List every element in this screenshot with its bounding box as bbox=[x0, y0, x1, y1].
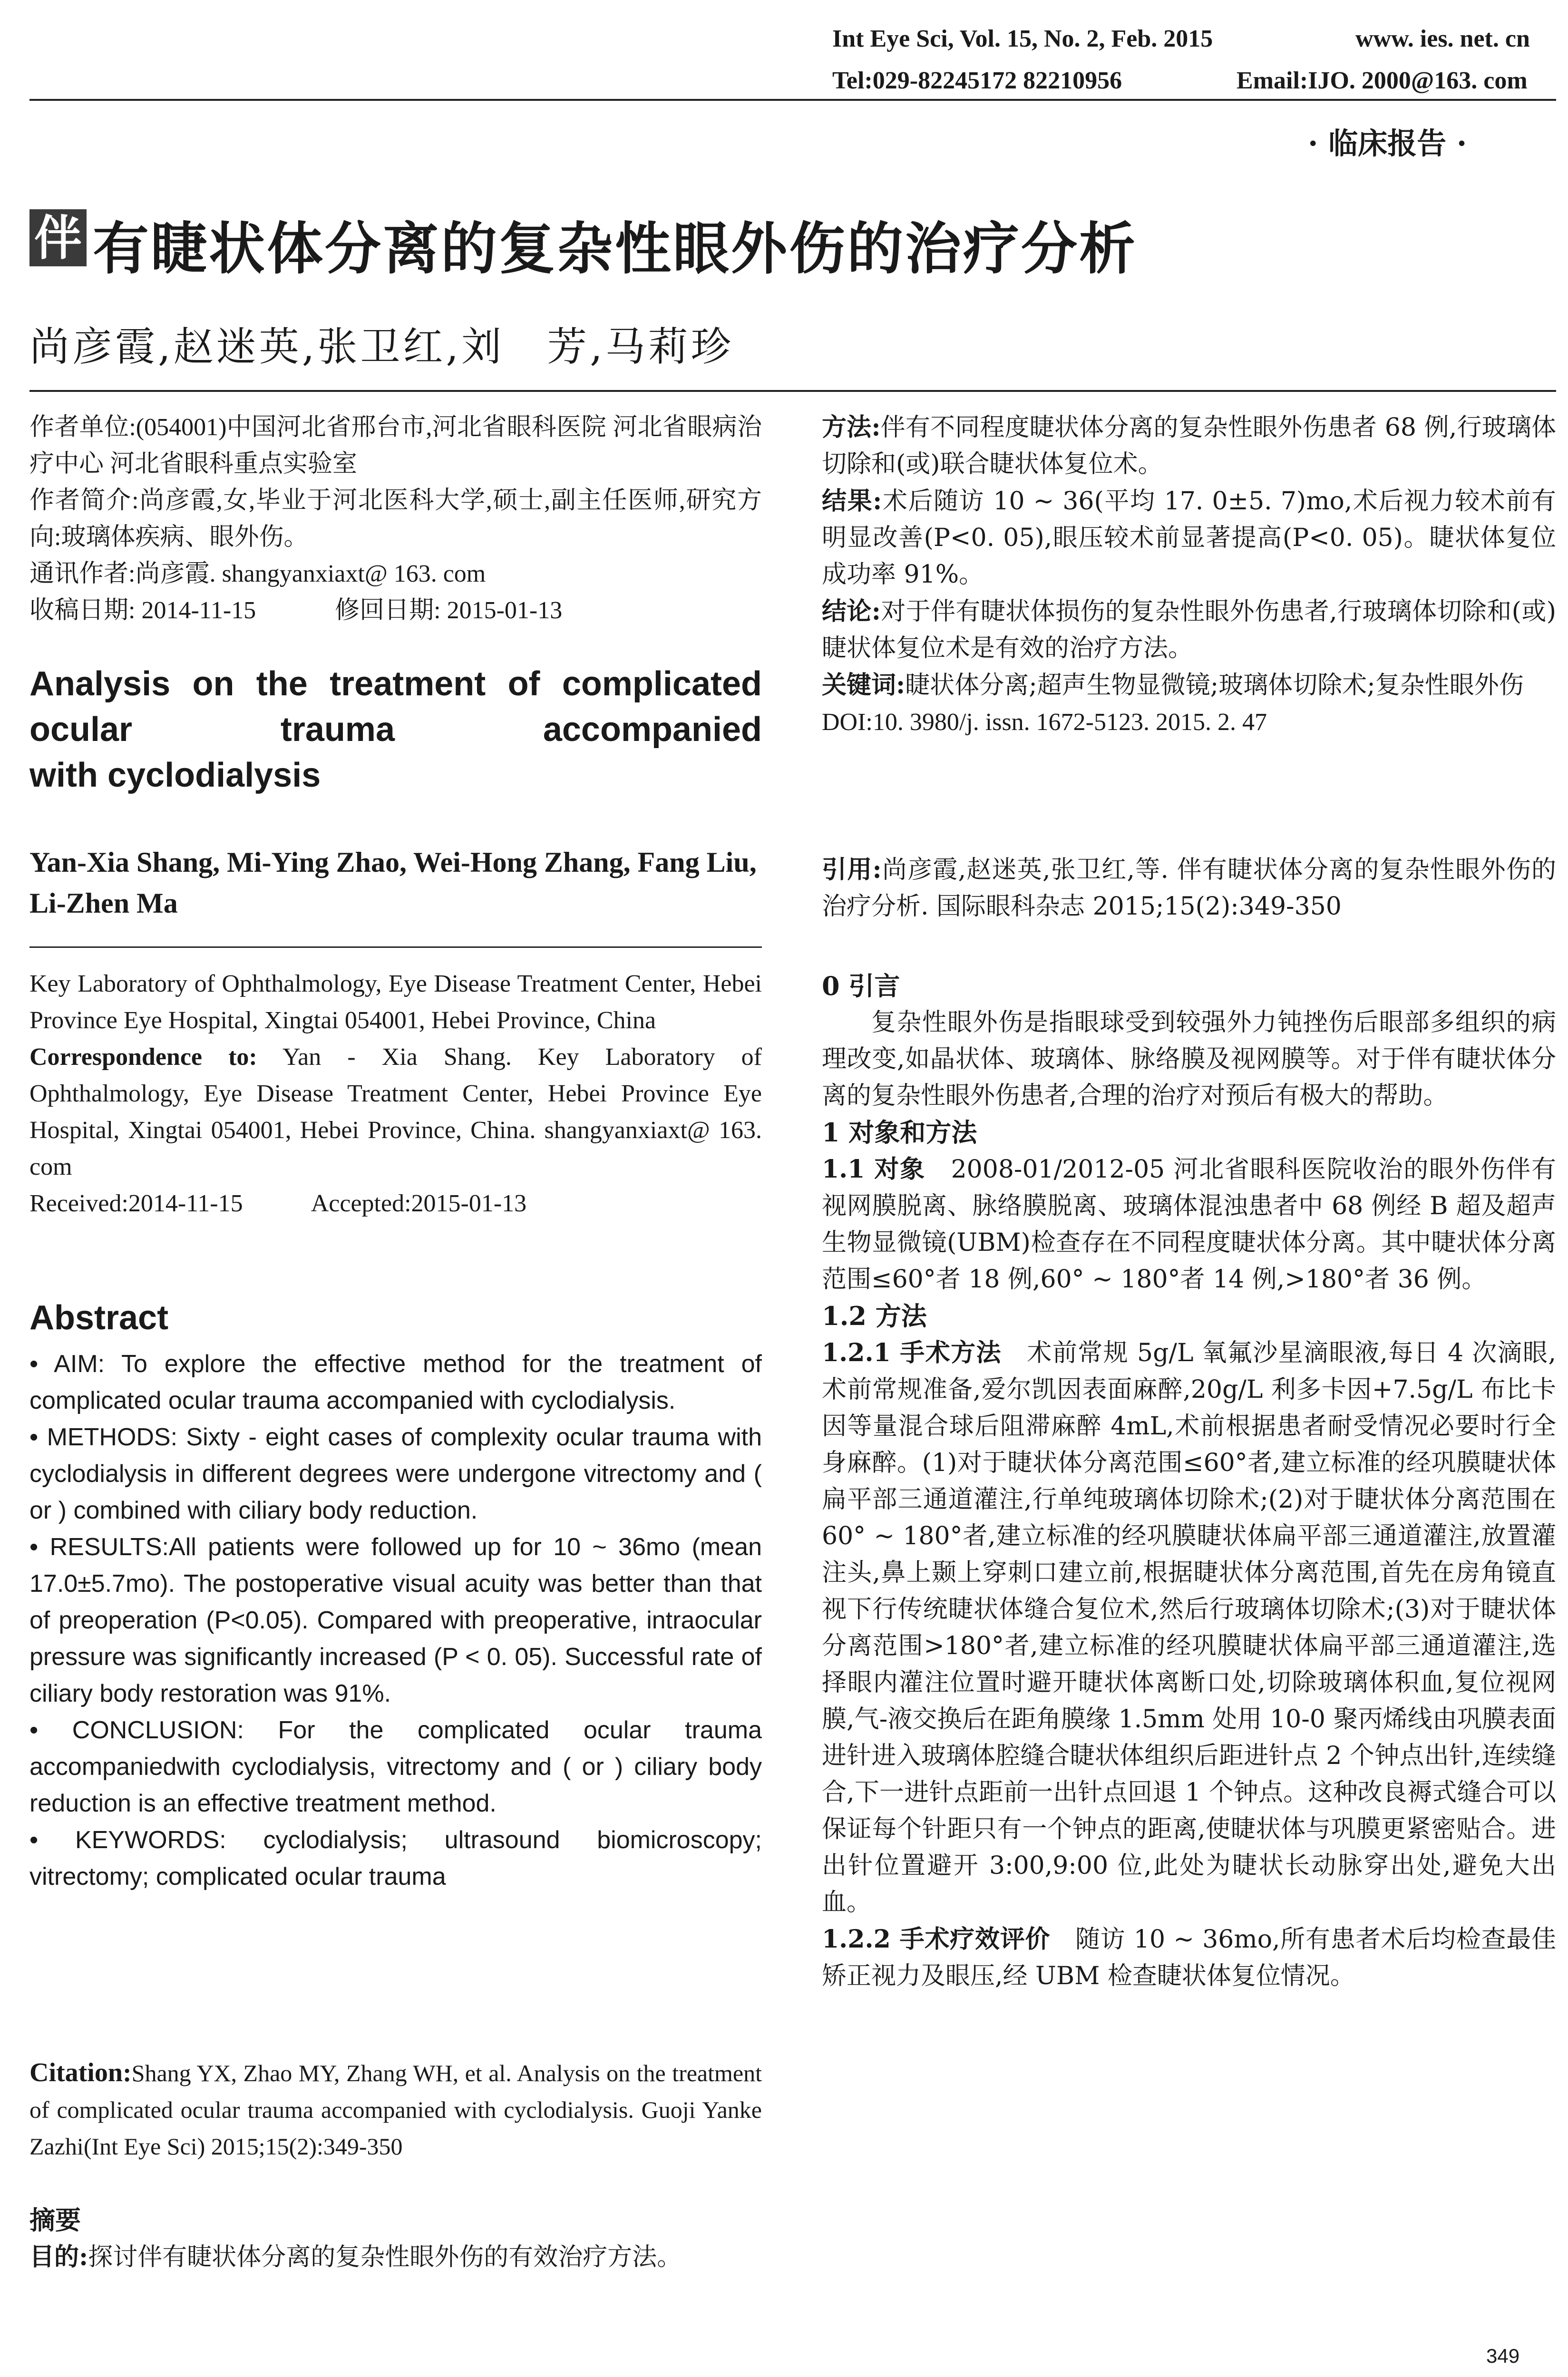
sec11-label: 1.1 对象 bbox=[822, 1155, 925, 1184]
received-date-cn: 收稿日期: 2014-11-15 bbox=[29, 597, 256, 624]
cn-purpose-text: 探讨伴有睫状体分离的复杂性眼外伤的有效治疗方法。 bbox=[88, 2243, 682, 2271]
cn-keywords bbox=[822, 667, 1556, 704]
correspondence bbox=[29, 1039, 762, 1185]
journal-tel: Tel:029-82245172 82210956 bbox=[832, 67, 1122, 94]
english-affiliation-block bbox=[29, 965, 762, 1222]
intro-heading: 0 引言 bbox=[822, 971, 900, 1001]
cn-cite-text: 尚彦霞,赵迷英,张卫红,等. 伴有睫状体分离的复杂性眼外伤的治疗分析. 国际眼科杂志 2015;15(2):349-350 bbox=[822, 856, 1556, 921]
cn-purpose-label: 目的: bbox=[29, 2242, 88, 2271]
sec1-heading: 1 对象和方法 bbox=[822, 1117, 977, 1148]
affiliation-unit: 作者单位:(054001)中国河北省邢台市,河北省眼科医院 河北省眼病治疗中心 河北省眼科重点实验室 bbox=[29, 414, 762, 477]
citation-text: Shang YX, Zhao MY, Zhang WH, et al. Analysis on the treatment of complicated ocular trauma accompanied with cyclodialysis. Guoji Yanke Zazhi(Int Eye Sci) 2015;15(2):349-350 bbox=[29, 2060, 762, 2160]
abstract-heading: Abstract bbox=[29, 1299, 169, 1337]
sec122-text: 随访 10 ~ 36mo,所有患者术后均检查最佳矫正视力及眼压,经 UBM 检查睫状体复位情况。 bbox=[822, 1925, 1557, 1990]
abstract-aim bbox=[29, 1346, 762, 1419]
header-rule bbox=[29, 99, 1556, 101]
english-title-line1: Analysis on the treatment of complicated bbox=[29, 665, 762, 703]
english-authors: Yan-Xia Shang, Mi-Ying Zhao, Wei-Hong Zhang, Fang Liu, Li-Zhen Ma bbox=[29, 847, 757, 919]
corresponding-author: 通讯作者:尚彦霞. shangyanxiaxt@ 163. com bbox=[29, 560, 486, 587]
english-title-line2: ocular trauma accompanied bbox=[29, 711, 762, 749]
cn-abstract-right bbox=[822, 409, 1556, 740]
sec121-label: 1.2.1 手术方法 bbox=[822, 1338, 1002, 1367]
english-affiliation: Key Laboratory of Ophthalmology, Eye Disease Treatment Center, Hebei Province Eye Hospital, Xingtai 054001, Hebei Province, China bbox=[29, 970, 762, 1034]
abstract-keywords bbox=[29, 1822, 762, 1895]
aim-text: To explore the effective method for the treatment of complicated ocular trauma accompanied with cyclodialysis. bbox=[29, 1350, 762, 1414]
english-authors-rule bbox=[29, 946, 762, 948]
cn-purpose bbox=[29, 2239, 762, 2276]
abstract-methods bbox=[29, 1419, 762, 1529]
cn-method bbox=[822, 409, 1556, 483]
authors-rule bbox=[29, 390, 1556, 392]
cn-conclusion bbox=[822, 593, 1556, 667]
contact-header bbox=[832, 67, 1528, 95]
english-title bbox=[29, 661, 762, 798]
sec122-paragraph bbox=[822, 1921, 1556, 1995]
page-number: 349 bbox=[1486, 2345, 1520, 2367]
article-body bbox=[822, 968, 1556, 1995]
author-bio: 作者简介:尚彦霞,女,毕业于河北医科大学,硕士,副主任医师,研究方向:玻璃体疾病、眼外伤。 bbox=[29, 487, 762, 551]
dates bbox=[29, 592, 762, 629]
sec122-label: 1.2.2 手术疗效评价 bbox=[822, 1925, 1051, 1954]
correspondence-text: Yan - Xia Shang. Key Laboratory of Ophthalmology, Eye Disease Treatment Center, Hebei Province Eye Hospital, Xingtai 054001, Hebei Province, China. shangyanxiaxt@ 163. com bbox=[29, 1043, 762, 1180]
authors-cn: 尚彦霞,赵迷英,张卫红,刘 芳,马莉珍 bbox=[29, 323, 734, 370]
results-text: All patients were followed up for 10 ~ 36mo (mean 17.0±5.7mo). The postoperative visual acuity was better than that of preoperation (P<0.05). Compared with preoperative, intraocular pressure was significantly increased (P < 0. 05). Successful rate of ciliary body restoration was 91%. bbox=[29, 1533, 762, 1707]
cn-method-label: 方法: bbox=[822, 413, 881, 442]
conclusion-text: For the complicated ocular trauma accompaniedwith cyclodialysis, vitrectomy and ( or ) ciliary body reduction is an effective treatment method. bbox=[29, 1716, 762, 1817]
page-title: 有睫状体分离的复杂性眼外伤的治疗分析 bbox=[93, 215, 1138, 282]
sec12-heading: 1.2 方法 bbox=[822, 1301, 927, 1331]
english-title-line3: with cyclodialysis bbox=[29, 756, 321, 794]
sec11-paragraph bbox=[822, 1151, 1556, 1298]
english-dates bbox=[29, 1185, 762, 1222]
results-label: • RESULTS: bbox=[29, 1533, 169, 1561]
intro-paragraph: 复杂性眼外伤是指眼球受到较强外力钝挫伤后眼部多组织的病理改变,如晶状体、玻璃体、脉络膜及视网膜等。对于伴有睫状体分离的复杂性眼外伤患者,合理的治疗对预后有极大的帮助。 bbox=[822, 1008, 1556, 1110]
conclusion-label: • CONCLUSION: bbox=[29, 1716, 244, 1744]
abstract-body bbox=[29, 1346, 762, 1895]
accepted-date: Accepted:2015-01-13 bbox=[311, 1190, 527, 1217]
sec11-text: 2008-01/2012-05 河北省眼科医院收治的眼外伤伴有视网膜脱离、脉络膜脱离、玻璃体混浊患者中 68 例经 B 超及超声生物显微镜(UBM)检查存在不同程度睫状体分离。其中睫状体分离范围≤60°者 18 例,60° ~ 180°者 14 例,>180°者 36 例。 bbox=[822, 1155, 1556, 1294]
cn-result-label: 结果: bbox=[822, 487, 882, 516]
citation-label: Citation: bbox=[29, 2058, 132, 2087]
title-first-char: 伴 bbox=[29, 209, 87, 266]
cn-keywords-text: 睫状体分离;超声生物显微镜;玻璃体切除术;复杂性眼外伤 bbox=[905, 671, 1524, 700]
doi[interactable]: DOI:10. 3980/j. issn. 1672-5123. 2015. 2. 47 bbox=[822, 709, 1267, 736]
cn-conclusion-label: 结论: bbox=[822, 597, 881, 626]
keywords-text: cyclodialysis; ultrasound biomicroscopy; vitrectomy; complicated ocular trauma bbox=[29, 1826, 762, 1890]
cn-abstract-heading: 摘要 bbox=[29, 2205, 81, 2235]
methods-text: Sixty - eight cases of complexity ocular trauma with cyclodialysis in different degrees were undergone vitrectomy and ( or ) combined with ciliary body reduction. bbox=[29, 1423, 762, 1524]
cn-keywords-label: 关键词: bbox=[822, 671, 906, 700]
cn-citation bbox=[822, 851, 1556, 925]
section-tag: · 临床报告 · bbox=[1308, 126, 1467, 161]
cn-abstract-left bbox=[29, 2202, 762, 2276]
cn-result bbox=[822, 483, 1556, 593]
keywords-label: • KEYWORDS: bbox=[29, 1826, 226, 1854]
cn-result-text: 术后随访 10 ~ 36(平均 17. 0±5. 7)mo,术后视力较术前有明显改善(P<0. 05),眼压较术前显著提高(P<0. 05)。睫状体复位成功率 91%。 bbox=[822, 487, 1556, 589]
sec121-text: 术前常规 5g/L 氧氟沙星滴眼液,每日 4 次滴眼,术前常规准备,爱尔凯因表面麻醉,20g/L 利多卡因+7.5g/L 布比卡因等量混合球后阻滞麻醉 4mL,术前根据患者耐受情况必要时行全身麻醉。(1)对于睫状体分离范围≤60°者,建立标准的经巩膜睫状体扁平部三通道灌注,行单纯玻璃体切除术;(2)对于睫状体分离范围在 60° ~ 180°者,建立标准的经巩膜睫状体扁平部三通道灌注,放置灌注头,鼻上颞上穿刺口建立前,根据睫状体分离范围,首先在房角镜直视下行传统睫状体缝合复位术,然后行玻璃体切除术;(3)对于睫状体分离范围>180°者,建立标准的经巩膜睫状体扁平部三通道灌注,选择眼内灌注位置时避开睫状体离断口处,切除玻璃体积血,复位视网膜,气-液交换后在距角膜缘 1.5mm 处用 10-0 聚丙烯线由巩膜表面进针进入玻璃体腔缝合睫状体组织后距进针点 2 个钟点出针,连续缝合,下一进针点距前一出针点回退 1 个钟点。这种改良褥式缝合可以保证每个针距只有一个钟点的距离,使睫状体与巩膜更紧密贴合。进出针位置避开 3:00,9:00 位,此处为睫状长动脉穿出处,避免大出血。 bbox=[822, 1339, 1556, 1917]
affiliation-block bbox=[29, 409, 762, 629]
journal-url[interactable]: www. ies. net. cn bbox=[1355, 25, 1530, 52]
sec121-paragraph bbox=[822, 1335, 1556, 1921]
journal-header bbox=[832, 25, 1530, 53]
abstract-conclusion bbox=[29, 1712, 762, 1822]
methods-label: • METHODS: bbox=[29, 1423, 178, 1451]
correspondence-label: Correspondence to: bbox=[29, 1043, 257, 1071]
journal-email[interactable]: Email:IJO. 2000@163. com bbox=[1237, 67, 1528, 94]
received-date: Received:2014-11-15 bbox=[29, 1190, 243, 1217]
journal-citation: Int Eye Sci, Vol. 15, No. 2, Feb. 2015 bbox=[832, 25, 1213, 52]
citation bbox=[29, 2055, 762, 2165]
aim-label: • AIM: bbox=[29, 1350, 105, 1378]
cn-method-text: 伴有不同程度睫状体分离的复杂性眼外伤患者 68 例,行玻璃体切除和(或)联合睫状体复位术。 bbox=[822, 413, 1556, 478]
cn-conclusion-text: 对于伴有睫状体损伤的复杂性眼外伤患者,行玻璃体切除和(或)睫状体复位术是有效的治疗方法。 bbox=[822, 597, 1556, 662]
cn-cite-label: 引用: bbox=[822, 855, 882, 884]
revised-date-cn: 修回日期: 2015-01-13 bbox=[335, 597, 563, 624]
abstract-results bbox=[29, 1529, 762, 1712]
